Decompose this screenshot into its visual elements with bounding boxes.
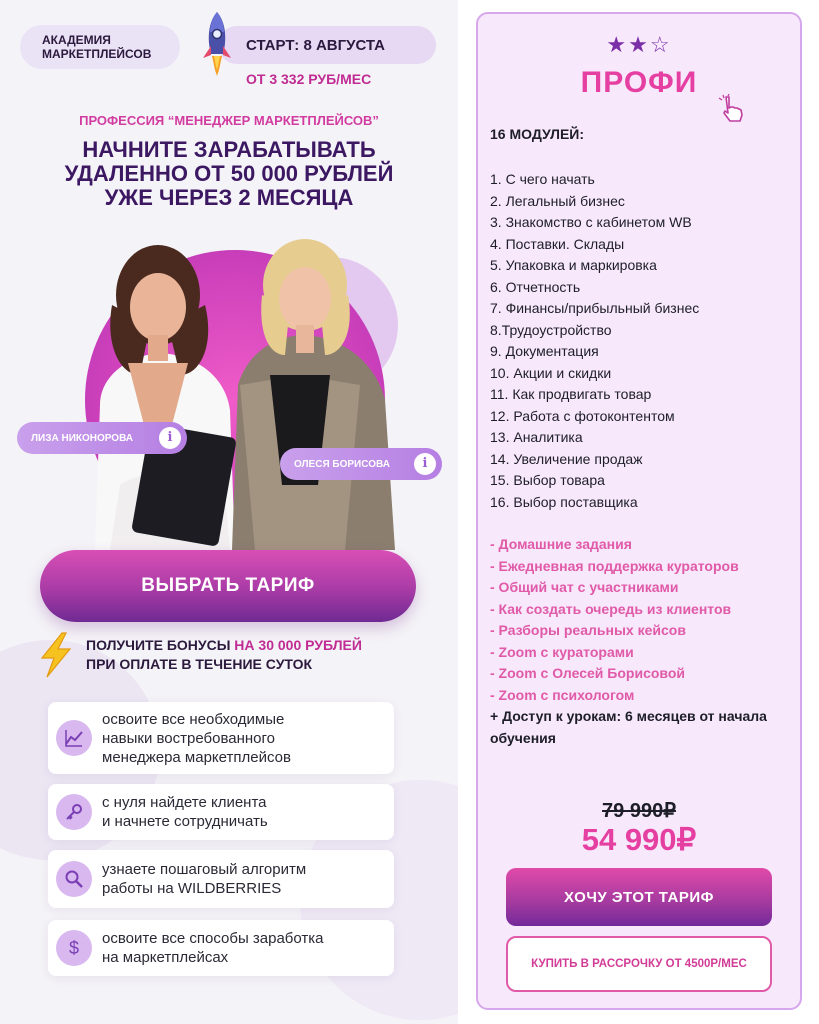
price-per-month: ОТ 3 332 РУБ/МЕС [246,71,372,87]
feature-line: менеджера маркетплейсов [102,748,291,766]
module-item: 9. Документация [490,343,599,359]
feature-line: на маркетплейсах [102,949,229,966]
search-icon [56,861,92,897]
feature-card [48,702,394,774]
extra-item: - Домашние задания [490,536,632,552]
extra-item: - Как создать очередь из клиентов [490,600,732,617]
choose-plan-button[interactable]: ВЫБРАТЬ ТАРИФ [40,550,416,622]
module-item: 2. Легальный бизнес [490,192,625,209]
mentor-name: ЛИЗА НИКОНОРОВА [31,432,134,444]
module-item: 1. С чего начать [490,171,595,187]
plan-card [476,12,802,1010]
feature-line: с нуля найдете клиента [102,794,267,811]
extra-item: - Ежедневная поддержка кураторов [490,557,739,574]
page-headline [20,138,438,210]
extra-item: - Zoom с Олесей Борисовой [490,665,685,681]
profession-label: ПРОФЕССИЯ “МЕНЕДЖЕР МАРКЕТПЛЕЙСОВ” [79,113,379,128]
want-plan-button[interactable]: ХОЧУ ЭТОТ ТАРИФ [506,868,772,926]
extra-item: - Разборы реальных кейсов [490,622,686,638]
rocket-icon [200,10,234,78]
feature-line: работы на WILDBERRIES [102,880,282,897]
pointer-hand-icon [718,94,748,124]
bonus-text [86,636,362,674]
module-item: 11. Как продвигать товар [490,386,652,402]
info-icon[interactable]: i [414,453,436,475]
info-icon[interactable]: i [159,427,181,449]
logo-line2: МАРКЕТПЛЕЙСОВ [42,47,152,61]
dollar-icon: $ [56,930,92,966]
brand-logo[interactable] [20,25,180,69]
bonus-highlight: НА 30 000 РУБЛЕЙ [234,637,362,653]
extra-item: - Zoom с кураторами [490,643,634,660]
module-item: 16. Выбор поставщика [490,493,638,510]
bonus-part1: ПОЛУЧИТЕ БОНУСЫ [86,637,235,653]
module-item: 8.Трудоустройство [490,321,612,338]
feature-card [48,850,394,908]
module-item: 10. Акции и скидки [490,364,612,381]
modules-title: 16 МОДУЛЕЙ: [490,126,585,142]
modules-list [490,169,699,513]
headline-line: УДАЛЕННО ОТ 50 000 РУБЛЕЙ [64,161,394,186]
logo-line1: АКАДЕМИЯ [42,33,111,47]
rating-stars: ★★☆ [606,32,672,57]
mentors-photo [0,225,458,550]
feature-line: и начнете сотрудничать [102,813,268,830]
lightning-icon [36,632,76,678]
feature-line: освоите все необходимые [102,710,285,728]
feature-line: освоите все способы заработка [102,930,324,947]
module-item: 7. Финансы/прибыльный бизнес [490,300,700,316]
headline-line: УЖЕ ЧЕРЕЗ 2 МЕСЯЦА [104,185,354,210]
start-date-badge [218,26,436,64]
chart-icon [56,720,92,756]
mentor-tag-olesya[interactable] [280,448,442,480]
bonus-part2: ПРИ ОПЛАТЕ В ТЕЧЕНИЕ СУТОК [86,656,313,672]
feature-card [48,920,394,976]
access-duration: + Доступ к урокам: 6 месяцев от начала обучения [490,708,767,746]
mentor-name: ОЛЕСЯ БОРИСОВА [294,458,390,470]
module-item: 13. Аналитика [490,429,583,445]
feature-card [48,784,394,840]
buy-installment-button[interactable]: КУПИТЬ В РАССРОЧКУ ОТ 4500Р/МЕС [506,936,772,992]
plan-title: ПРОФИ [580,66,698,99]
key-icon [56,794,92,830]
module-item: 4. Поставки. Склады [490,235,625,252]
start-date-label: СТАРТ: 8 АВГУСТА [246,36,385,54]
mentor-tag-liza[interactable] [17,422,187,454]
module-item: 14. Увеличение продаж [490,450,643,467]
new-price: 54 990₽ [581,822,697,857]
extra-item: - Zoom с психологом [490,686,635,703]
feature-line: узнаете пошаговый алгоритм [102,861,307,878]
module-item: 5. Упаковка и маркировка [490,257,657,273]
feature-line: навыки востребованного [102,729,275,747]
old-price: 79 990₽ [602,800,676,822]
extras-list [490,534,739,706]
extra-item: - Общий чат с участниками [490,579,679,595]
headline-line: НАЧНИТЕ ЗАРАБАТЫВАТЬ [82,137,376,162]
module-item: 15. Выбор товара [490,472,605,488]
module-item: 6. Отчетность [490,278,581,295]
module-item: 12. Работа с фотоконтентом [490,407,675,424]
module-item: 3. Знакомство с кабинетом WB [490,214,692,230]
